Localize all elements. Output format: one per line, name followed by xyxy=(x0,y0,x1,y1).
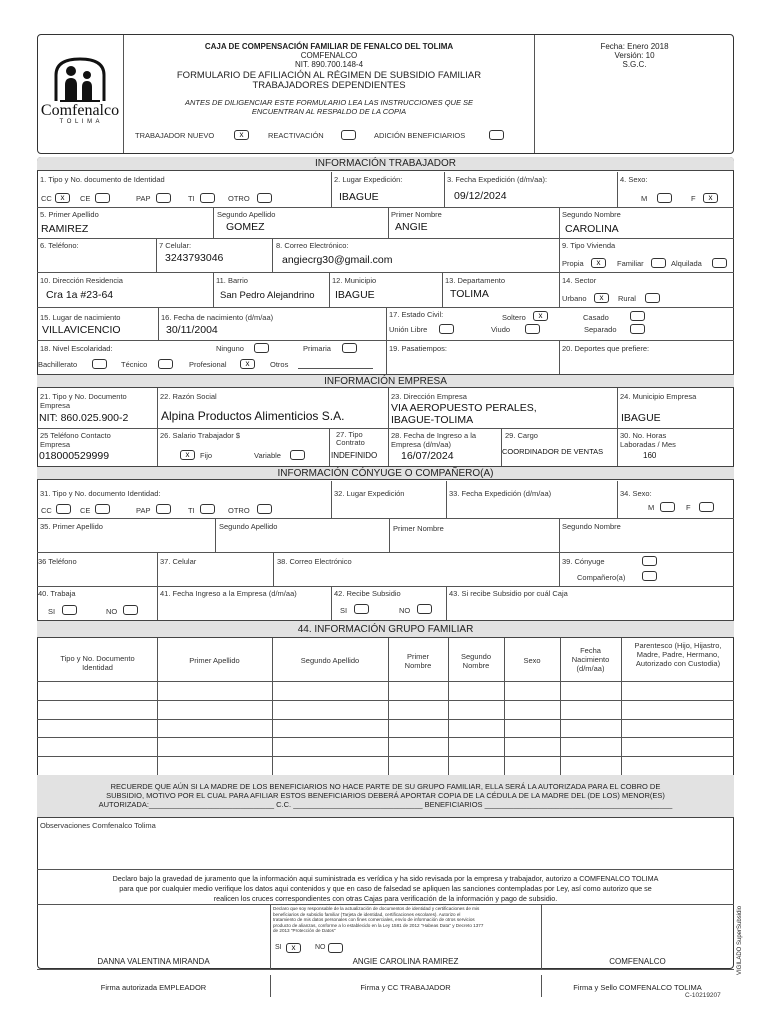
value-municipio[interactable]: IBAGUE xyxy=(335,289,375,301)
label-soltero: Soltero xyxy=(502,313,526,322)
value-lugar-nacimiento[interactable]: VILLAVICENCIO xyxy=(42,324,121,336)
fam-header-documento: Tipo y No. Documento Identidad xyxy=(60,654,135,672)
div-r2a xyxy=(213,207,214,238)
hl-10 xyxy=(37,552,734,553)
checkbox-consent-no[interactable] xyxy=(328,943,343,953)
value-direccion-empresa-1[interactable]: VIA AEROPUESTO PERALES, xyxy=(391,402,537,414)
label-separado: Separado xyxy=(584,325,617,334)
label-horas-2: Laboradas / Mes xyxy=(620,440,676,449)
label-tipo-documento: 1. Tipo y No. documento de Identidad xyxy=(40,175,165,184)
label-telefono-empresa-2: Empresa xyxy=(40,440,71,449)
opt-reactivacion-label: REACTIVACIÓN xyxy=(268,131,324,140)
label-conyuge-segundo-apellido: Segundo Apellido xyxy=(219,522,278,531)
label-conyuge-primer-nombre: Primer Nombre xyxy=(393,524,444,533)
label-segundo-nombre: Segundo Nombre xyxy=(562,210,621,219)
value-telefono-empresa[interactable]: 018000529999 xyxy=(39,450,110,462)
label-celular: 7 Celular: xyxy=(159,241,192,250)
checkbox-viudo[interactable] xyxy=(525,324,540,334)
firma-div-2 xyxy=(541,975,542,997)
fam-col-sep-3 xyxy=(388,638,389,775)
value-segundo-nombre[interactable]: CAROLINA xyxy=(565,223,619,235)
label-primer-nombre: Primer Nombre xyxy=(391,210,442,219)
comfenalco-logo xyxy=(40,55,120,130)
label-conyuge-correo: 38. Correo Electrónico xyxy=(277,557,352,566)
form-title: FORMULARIO DE AFILIACIÓN AL RÉGIMEN DE SUBSIDIO FAMILIAR xyxy=(176,70,482,81)
fam-header-primer-nombre: Primer Nombre xyxy=(404,652,432,670)
label-otro: OTRO xyxy=(228,194,250,203)
div-r5b xyxy=(386,307,387,340)
label-trabaja: 40. Trabaja xyxy=(38,589,76,598)
label-sexo: 4. Sexo: xyxy=(620,175,648,184)
recuerde-text-1: RECUERDE QUE AÚN SI LA MADRE DE LOS BENEFICIARIOS NO HACE PARTE DE SU GRUPO FAMILIAR, ELLA SERÁ LA AUTORIZADA PARA EL COBRO DE xyxy=(110,782,661,791)
nombre-empleador: DANNA VALENTINA MIRANDA xyxy=(97,957,210,966)
otros-underline[interactable] xyxy=(298,368,373,369)
label-salario: 26. Salario Trabajador $ xyxy=(160,431,241,440)
label-conyuge-documento: 31. Tipo y No. documento Identidad: xyxy=(40,489,161,498)
label-conyuge-m: M xyxy=(648,503,655,512)
label-variable: Variable xyxy=(254,451,281,460)
family-logo-icon xyxy=(40,55,120,103)
value-segundo-apellido[interactable]: GOMEZ xyxy=(226,221,265,233)
label-subsidio-si: SI xyxy=(340,606,348,615)
label-union-libre: Unión Libre xyxy=(389,325,428,334)
label-consent-no: NO xyxy=(315,944,326,951)
fam-row-4[interactable] xyxy=(37,737,734,738)
nombre-trabajador: ANGIE CAROLINA RAMIREZ xyxy=(352,957,459,966)
value-fecha-expedicion[interactable]: 09/12/2024 xyxy=(454,190,507,202)
checkbox-m[interactable] xyxy=(657,193,672,203)
div-r7c xyxy=(617,388,618,428)
form-date: Fecha: Enero 2018 xyxy=(600,42,669,51)
declaro-text-3: realicen los cruces correspondientes con otras Cajas para verificación de la información y pago de subsidio. xyxy=(213,894,558,903)
div-r6a xyxy=(386,340,387,374)
label-conyuge-fecha: 33. Fecha Expedición (d/m/aa) xyxy=(449,489,552,498)
value-barrio[interactable]: San Pedro Alejandrino xyxy=(220,290,315,301)
div-r2b xyxy=(388,207,389,238)
label-departamento: 13. Departamento xyxy=(445,276,506,285)
checkbox-conyuge-f[interactable] xyxy=(699,502,714,512)
label-urbano: Urbano xyxy=(562,294,587,303)
label-alquilada: Alquilada xyxy=(671,259,702,268)
checkbox-alquilada[interactable] xyxy=(712,258,727,268)
div-r11b xyxy=(273,552,274,586)
checkbox-bachillerato[interactable] xyxy=(92,359,107,369)
label-observaciones: Observaciones Comfenalco Tolima xyxy=(40,821,156,830)
label-tecnico: Técnico xyxy=(121,360,148,369)
label-casado: Casado xyxy=(583,313,609,322)
label-fijo: Fijo xyxy=(200,451,213,460)
label-fecha-ingreso: 28. Fecha de Ingreso a la xyxy=(391,431,477,440)
fam-row-1[interactable] xyxy=(37,681,734,682)
div-r9c xyxy=(617,481,618,518)
div-r1b xyxy=(444,172,445,207)
label-fecha-nacimiento: 16. Fecha de nacimiento (d/m/aa) xyxy=(161,313,274,322)
checkbox-ninguno[interactable] xyxy=(254,343,269,353)
label-propia: Propia xyxy=(562,259,584,268)
label-fecha-ingreso-2: Empresa (d/m/aa) xyxy=(391,440,452,449)
label-m: M xyxy=(641,194,648,203)
label-conyuge-sexo: 34. Sexo: xyxy=(620,489,652,498)
hl-obs xyxy=(37,869,734,870)
label-subsidio-no: NO xyxy=(399,606,411,615)
label-sector: 14. Sector xyxy=(562,276,597,285)
div-r4c xyxy=(442,272,443,307)
checkbox-familiar[interactable] xyxy=(651,258,666,268)
value-primer-nombre[interactable]: ANGIE xyxy=(395,221,428,233)
checkbox-companero[interactable] xyxy=(642,571,657,581)
firma-comfenalco: Firma y Sello COMFENALCO TOLIMA xyxy=(573,983,702,992)
label-rural: Rural xyxy=(618,294,636,303)
checkbox-subsidio-no[interactable] xyxy=(417,604,432,614)
declaro-text-2: para que por cualquier medio verifique los datos aqui contenidos y que en caso de falsedad se apliquen las sanciones contempladas por Ley, así como autorizo que se xyxy=(119,884,652,893)
consent-line-1: Declaro que soy responsable de la actualización de documentos de identidad y certificaciones de mis xyxy=(273,906,480,911)
label-conyuge-otro: OTRO xyxy=(228,506,250,515)
checkbox-conyuge-tipo[interactable] xyxy=(642,556,657,566)
fam-row-3[interactable] xyxy=(37,719,734,720)
label-conyuge-telefono: 36 Teléfono xyxy=(38,557,77,566)
consent-line-3: tratamiento de mis datos personales con fines comerciales, envío de información de otros servicios xyxy=(273,917,475,922)
fam-header-primer-apellido: Primer Apellido xyxy=(189,656,240,665)
div-r11a xyxy=(157,552,158,586)
observaciones-area[interactable] xyxy=(38,830,732,868)
checkbox-conyuge-cc[interactable] xyxy=(56,504,71,514)
hl-3 xyxy=(37,272,734,273)
div-r5a xyxy=(158,307,159,340)
label-ti: TI xyxy=(188,194,195,203)
checkbox-propia[interactable]: x xyxy=(591,258,606,268)
label-companero: Compañero(a) xyxy=(577,573,626,582)
label-primer-apellido: 5. Primer Apellido xyxy=(40,210,99,219)
div-r3a xyxy=(156,238,157,272)
label-municipio-empresa: 24. Municipio Empresa xyxy=(620,392,697,401)
checkbox-f[interactable]: x xyxy=(703,193,718,203)
label-trabaja-si: SI xyxy=(48,607,56,616)
label-correo: 8. Correo Electrónico: xyxy=(276,241,349,250)
form-code: C-10219207 xyxy=(685,992,721,999)
div-r10c xyxy=(559,518,560,552)
label-municipio: 12. Municipio xyxy=(332,276,377,285)
div-r3c xyxy=(559,238,560,272)
label-fecha-expedicion: 3. Fecha Expedición (d/m/aa): xyxy=(447,175,548,184)
label-familiar: Familiar xyxy=(617,259,644,268)
label-tipo-vivienda: 9. Tipo Vivienda xyxy=(562,241,616,250)
label-f: F xyxy=(691,194,696,203)
vigilado-supersubsidio: VIGILADO SuperSubsidio xyxy=(737,905,743,975)
checkbox-otro[interactable] xyxy=(257,193,272,203)
form-sgc: S.G.C. xyxy=(622,60,647,69)
opt-nuevo-label: TRABAJADOR NUEVO xyxy=(135,131,215,140)
checkbox-union-libre[interactable] xyxy=(439,324,454,334)
checkbox-soltero[interactable]: x xyxy=(533,311,548,321)
section-familiar: 44. INFORMACIÓN GRUPO FAMILIAR xyxy=(37,620,734,638)
logo-subtext: T O L I M A xyxy=(59,119,101,125)
value-municipio-empresa[interactable]: IBAGUE xyxy=(621,412,661,424)
div-r1a xyxy=(331,172,332,207)
opt-nuevo-checkbox[interactable]: x xyxy=(234,130,249,140)
hl-2 xyxy=(37,238,734,239)
label-telefono: 6. Teléfono: xyxy=(40,241,79,250)
opt-reactivacion-checkbox[interactable] xyxy=(341,130,356,140)
firma-empleador: Firma autorizada EMPLEADOR xyxy=(100,983,207,992)
div-r10b xyxy=(389,518,390,552)
value-fecha-ingreso[interactable]: 16/07/2024 xyxy=(401,450,454,462)
checkbox-conyuge-pap[interactable] xyxy=(156,504,171,514)
form-version: Versión: 10 xyxy=(614,51,655,60)
label-conyuge-segundo-nombre: Segundo Nombre xyxy=(562,522,621,531)
firma-div-1 xyxy=(270,975,271,997)
checkbox-cc[interactable]: x xyxy=(55,193,70,203)
value-direccion-empresa-2[interactable]: IBAGUE-TOLIMA xyxy=(391,414,474,426)
value-horas[interactable]: 160 xyxy=(643,451,657,460)
label-viudo: Viudo xyxy=(491,325,511,334)
instructions-1: ANTES DE DILIGENCIAR ESTE FORMULARIO LEA LAS INSTRUCCIONES QUE SE xyxy=(184,98,474,107)
div-r2c xyxy=(559,207,560,238)
section-empresa: INFORMACIÓN EMPRESA xyxy=(37,374,734,388)
hl-1 xyxy=(37,207,734,208)
consent-text xyxy=(273,906,539,934)
value-tipo-contrato[interactable]: INDEFINIDO xyxy=(331,451,378,460)
family-table xyxy=(37,638,734,775)
label-doc-empresa-2: Empresa xyxy=(40,401,71,410)
div-r8b xyxy=(329,428,330,466)
fam-row-2[interactable] xyxy=(37,700,734,701)
div-r12b xyxy=(331,586,332,620)
div-r8e xyxy=(617,428,618,466)
label-conyuge-primer-apellido: 35. Primer Apellido xyxy=(40,522,103,531)
label-conyuge-cc: CC xyxy=(41,506,52,515)
opt-adicion-checkbox[interactable] xyxy=(489,130,504,140)
div-r4b xyxy=(329,272,330,307)
fam-header-sexo: Sexo xyxy=(523,656,541,665)
checkbox-profesional[interactable]: x xyxy=(240,359,255,369)
value-doc-empresa[interactable]: NIT: 860.025.900-2 xyxy=(39,412,129,424)
label-direccion-empresa: 23. Dirección Empresa xyxy=(391,392,467,401)
label-ce: CE xyxy=(80,194,91,203)
label-escolaridad: 18. Nivel Escolaridad: xyxy=(40,344,113,353)
label-tipo-contrato-2: Contrato xyxy=(336,438,365,447)
label-lugar-expedicion: 2. Lugar Expedición: xyxy=(334,175,403,184)
label-cc: CC xyxy=(41,194,52,203)
value-razon-social[interactable]: Alpina Productos Alimenticios S.A. xyxy=(161,409,345,423)
value-cargo[interactable]: COORDINADOR DE VENTAS xyxy=(502,447,604,456)
checkbox-variable[interactable] xyxy=(290,450,305,460)
consent-line-4: producto de alianzas, conforme a lo establecido en la Ley 1581 de 2012 "Habeas Data" y Decreto 1377 xyxy=(273,922,484,928)
div-r9a xyxy=(331,481,332,518)
div-r12a xyxy=(157,586,158,620)
div-r9b xyxy=(446,481,447,518)
value-lugar-expedicion[interactable]: IBAGUE xyxy=(339,191,379,203)
div-r4d xyxy=(559,272,560,307)
checkbox-pap[interactable] xyxy=(156,193,171,203)
recuerde-text-3: AUTORIZADA:______________________________ C.C. _______________________________ BENEFICIARIOS _____________________________________________ xyxy=(98,800,673,809)
label-consent-si: SI xyxy=(275,944,282,951)
label-profesional: Profesional xyxy=(189,360,227,369)
checkbox-subsidio-si[interactable] xyxy=(354,604,369,614)
value-fecha-nacimiento[interactable]: 30/11/2004 xyxy=(166,324,218,336)
label-conyuge-ti: TI xyxy=(188,506,195,515)
label-barrio: 11. Barrio xyxy=(216,276,248,285)
fam-header-segundo-nombre: Segundo Nombre xyxy=(460,652,492,670)
label-otros: Otros xyxy=(270,360,289,369)
checkbox-trabaja-si[interactable] xyxy=(62,605,77,615)
checkbox-separado[interactable] xyxy=(630,324,645,334)
label-pap: PAP xyxy=(136,194,151,203)
nombre-comfenalco: COMFENALCO xyxy=(609,957,666,966)
checkbox-conyuge-ti[interactable] xyxy=(200,504,215,514)
hl-11 xyxy=(37,586,734,587)
label-conyuge-tipo: 39. Cónyuge xyxy=(562,557,605,566)
checkbox-conyuge-ce[interactable] xyxy=(95,504,110,514)
checkbox-consent-si[interactable]: x xyxy=(286,943,301,953)
label-conyuge-f: F xyxy=(686,503,691,512)
label-conyuge-lugar: 32. Lugar Expedición xyxy=(334,489,405,498)
section-conyuge: INFORMACIÓN CÓNYUGE O COMPAÑERO(A) xyxy=(37,466,734,480)
firma-trabajador: Firma y CC TRABAJADOR xyxy=(360,983,451,992)
div-r8a xyxy=(157,428,158,466)
fam-col-sep-7 xyxy=(621,638,622,775)
div-r12c xyxy=(446,586,447,620)
org-nit: NIT. 890.700.148-4 xyxy=(294,60,364,69)
label-recibe-subsidio: 42. Recibe Subsidio xyxy=(334,589,401,598)
value-primer-apellido[interactable]: RAMIREZ xyxy=(41,223,89,235)
hl-9 xyxy=(37,518,734,519)
label-lugar-nacimiento: 15. Lugar de nacimiento xyxy=(40,313,121,322)
value-correo[interactable]: angiecrg30@gmail.com xyxy=(282,254,393,266)
logo-text: Comfenalco xyxy=(40,102,120,119)
label-doc-empresa: 21. Tipo y No. Documento xyxy=(40,392,127,401)
label-razon-social: 22. Razón Social xyxy=(160,392,217,401)
checkbox-urbano[interactable]: x xyxy=(594,293,609,303)
hl-sig-bottom xyxy=(37,969,734,970)
checkbox-tecnico[interactable] xyxy=(158,359,173,369)
label-cargo: 29. Cargo xyxy=(505,431,538,440)
fam-row-5[interactable] xyxy=(37,756,734,757)
value-direccion[interactable]: Cra 1a #23-64 xyxy=(46,289,114,301)
div-r4a xyxy=(213,272,214,307)
div-r6b xyxy=(559,340,560,374)
label-direccion: 10. Dirección Residencia xyxy=(40,276,123,285)
org-short: COMFENALCO xyxy=(300,51,358,60)
checkbox-ti[interactable] xyxy=(200,193,215,203)
label-horas: 30. No. Horas xyxy=(620,431,667,440)
label-ninguno: Ninguno xyxy=(216,344,244,353)
checkbox-primaria[interactable] xyxy=(342,343,357,353)
label-conyuge-celular: 37. Celular xyxy=(160,557,197,566)
declaro-text-1: Declaro bajo la gravedad de juramento que la información aqui suministrada es verídica y ha sido revisada por la empresa y trabajador, autorizo a COMFENALCO TOLIMA xyxy=(112,874,659,883)
hl-7 xyxy=(37,428,734,429)
recuerde-text-2: SUBSIDIO, MOTIVO POR EL CUAL PARA AFILIAR ESTOS BENEFICIARIOS DEBERÁ APORTAR COPIA DE LA CÉDULA DE LA MADRE DEL (DE LOS) MENOR(ES) xyxy=(106,791,665,800)
div-r1c xyxy=(617,172,618,207)
section-trabajador: INFORMACIÓN TRABAJADOR xyxy=(37,157,734,171)
label-cual-caja: 43. Si recibe Subsidio por cuál Caja xyxy=(449,589,568,598)
value-celular[interactable]: 3243793046 xyxy=(165,252,224,264)
fam-header-parentesco: Parentesco (Hijo, Hijastro, Madre, Padre, Hermano, Autorizado con Custodia) xyxy=(634,641,722,668)
checkbox-ce[interactable] xyxy=(95,193,110,203)
consent-line-5: de 2013 "Protección de Datos" xyxy=(273,928,336,933)
label-deportes: 20. Deportes que prefiere: xyxy=(562,344,650,353)
form-subtitle: TRABAJADORES DEPENDIENTES xyxy=(252,80,406,91)
checkbox-conyuge-m[interactable] xyxy=(660,502,675,512)
label-pasatiempos: 19. Pasatiempos: xyxy=(389,344,447,353)
label-primaria: Primaria xyxy=(303,344,331,353)
fam-header-segundo-apellido: Segundo Apellido xyxy=(300,656,360,665)
checkbox-rural[interactable] xyxy=(645,293,660,303)
fam-col-sep-6 xyxy=(560,638,561,775)
checkbox-trabaja-no[interactable] xyxy=(123,605,138,615)
consent-line-2: beneficiarios de subsidio familiar (Tarjeta de identidad, certificaciones escolares). Autorizo el xyxy=(273,911,461,917)
checkbox-casado[interactable] xyxy=(630,311,645,321)
fam-col-sep-4 xyxy=(448,638,449,775)
checkbox-fijo[interactable]: x xyxy=(180,450,195,460)
div-r3b xyxy=(272,238,273,272)
label-bachillerato: Bachillerato xyxy=(38,360,78,369)
fam-header-fecha-nacimiento: Fecha Nacimiento (d/m/aa) xyxy=(571,646,610,673)
instructions-2: ENCUENTRAN AL RESPALDO DE LA COPIA xyxy=(251,107,407,116)
label-estado-civil: 17. Estado Civil: xyxy=(389,310,444,319)
div-r11c xyxy=(559,552,560,586)
label-segundo-apellido: Segundo Apellido xyxy=(217,210,276,219)
label-telefono-empresa: 25 Teléfono Contacto xyxy=(40,431,111,440)
label-conyuge-ce: CE xyxy=(80,506,91,515)
hl-sig-top xyxy=(37,904,734,905)
label-tipo-contrato: 27. Tipo xyxy=(336,430,363,439)
div-r10a xyxy=(215,518,216,552)
label-conyuge-pap: PAP xyxy=(136,506,151,515)
label-trabaja-no: NO xyxy=(106,607,118,616)
checkbox-conyuge-otro[interactable] xyxy=(257,504,272,514)
opt-adicion-label: ADICIÓN BENEFICIARIOS xyxy=(374,131,466,140)
value-departamento[interactable]: TOLIMA xyxy=(450,288,489,300)
div-r7b xyxy=(388,388,389,428)
div-r8c xyxy=(388,428,389,466)
org-name: CAJA DE COMPENSACIÓN FAMILIAR DE FENALCO DEL TOLIMA xyxy=(204,42,454,51)
div-r7a xyxy=(157,388,158,428)
label-conyuge-fecha-ingreso: 41. Fecha Ingreso a la Empresa (d/m/aa) xyxy=(160,589,297,598)
